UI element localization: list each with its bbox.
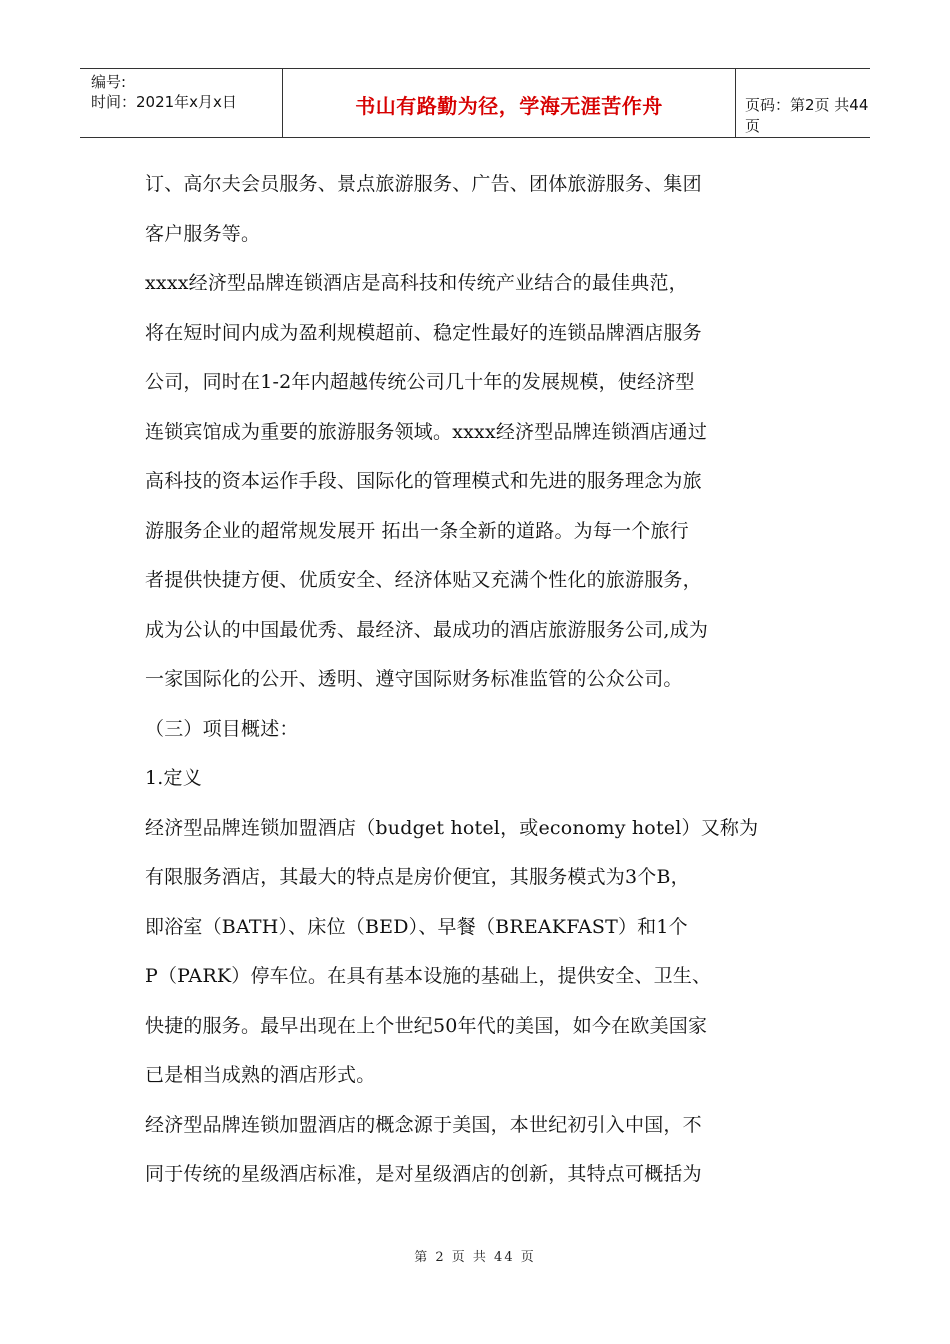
body-line: 经济型品牌连锁加盟酒店（budget hotel，或economy hotel）又称为: [145, 816, 759, 839]
body-line: 同于传统的星级酒店标准，是对星级酒店的创新，其特点可概括为: [145, 1163, 702, 1185]
document-time-label: 时间：2021年x月x日: [91, 93, 237, 111]
body-line: xxxx经济型品牌连锁酒店是高科技和传统产业结合的最佳典范，: [145, 272, 688, 294]
body-line: 已是相当成熟的酒店形式。: [145, 1064, 376, 1086]
body-line: 公司，同时在1-2年内超越传统公司几十年的发展规模，使经济型: [145, 371, 695, 393]
document-body: [145, 160, 810, 1200]
header-right-cell: [736, 69, 870, 137]
body-line: 快捷的服务。最早出现在上个世纪50年代的美国，如今在欧美国家: [145, 1014, 708, 1037]
header-motto: 书山有路勤为径，学海无涯苦作舟: [355, 94, 663, 118]
body-line: 即浴室（BATH）、床位（BED）、早餐（BREAKFAST）和1个: [145, 915, 688, 938]
document-number-label: 编号:: [91, 73, 127, 91]
header-left-cell: [80, 69, 282, 137]
body-line: 成为公认的中国最优秀、最经济、最成功的酒店旅游服务公司,成为: [145, 618, 709, 641]
section-heading: （三）项目概述：: [145, 717, 299, 740]
subsection-heading: 1.定义: [145, 767, 202, 789]
body-line: 者提供快捷方便、优质安全、经济体贴又充满个性化的旅游服务，: [145, 569, 702, 591]
body-line: 客户服务等。: [145, 222, 261, 245]
body-line: P（PARK）停车位。在具有基本设施的基础上，提供安全、卫生、: [145, 965, 712, 987]
header-page-info: 页码：第2页 共44页: [745, 96, 869, 135]
body-line: 一家国际化的公开、透明、遵守国际财务标准监管的公众公司。: [145, 668, 683, 690]
body-line: 游服务企业的超常规发展开 拓出一条全新的道路。为每一个旅行: [145, 519, 689, 542]
body-line: 经济型品牌连锁加盟酒店的概念源于美国，本世纪初引入中国，不: [145, 1113, 702, 1136]
page-footer: 第 2 页 共 44 页: [414, 1250, 536, 1265]
header-middle-cell: [282, 69, 736, 137]
body-line: 连锁宾馆成为重要的旅游服务领域。xxxx经济型品牌连锁酒店通过: [145, 420, 708, 443]
body-line: 订、高尔夫会员服务、景点旅游服务、广告、团体旅游服务、集团: [145, 173, 702, 195]
body-line: 高科技的资本运作手段、国际化的管理模式和先进的服务理念为旅: [145, 470, 702, 492]
body-line: 将在短时间内成为盈利规模超前、稳定性最好的连锁品牌酒店服务: [145, 321, 702, 344]
page-header: [80, 68, 870, 138]
body-line: 有限服务酒店，其最大的特点是房价便宜，其服务模式为3个B，: [145, 866, 690, 888]
